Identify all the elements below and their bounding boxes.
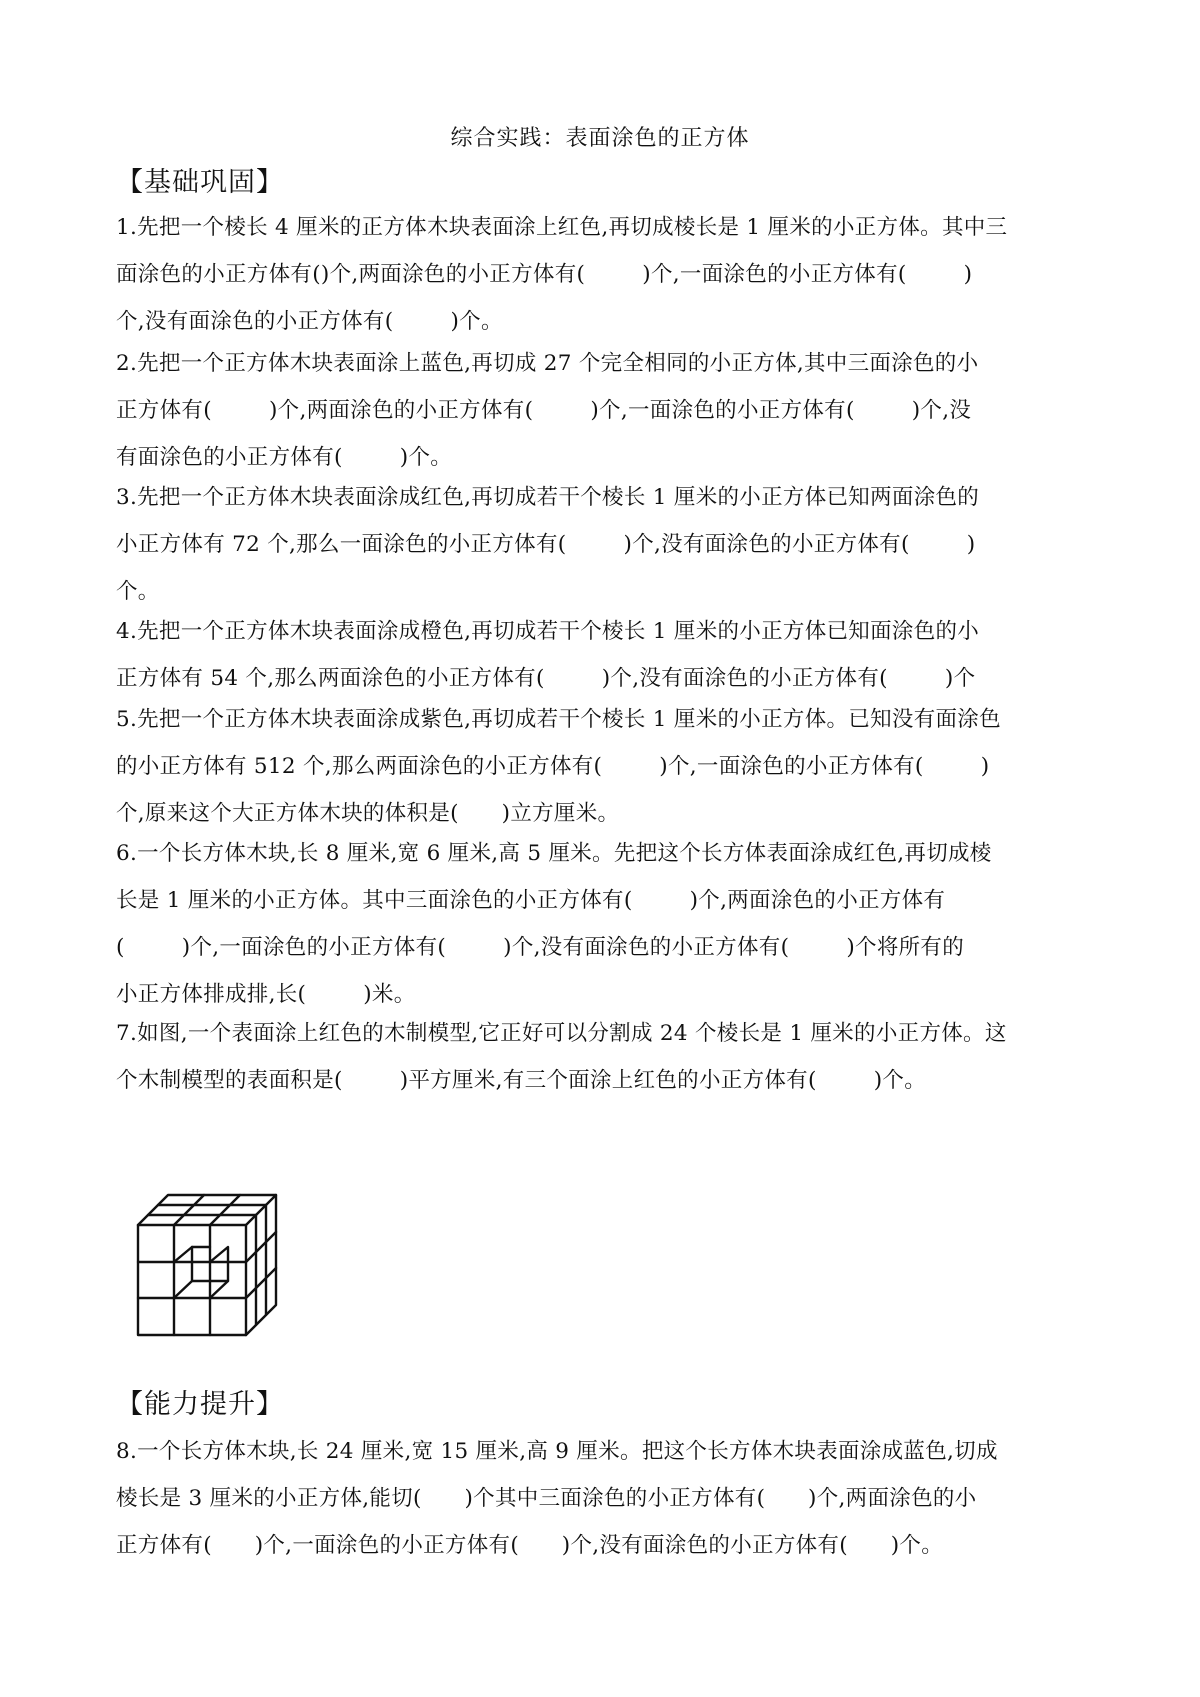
question-line: 小正方体有 72 个,那么一面涂色的小正方体有( )个,没有面涂色的小正方体有( ) xyxy=(116,532,976,557)
question-line: 正方体有 54 个,那么两面涂色的小正方体有( )个,没有面涂色的小正方体有( )个 xyxy=(116,666,976,691)
section-heading-advanced: 【能力提升】 xyxy=(116,1389,284,1420)
question-line: 2.先把一个正方体木块表面涂上蓝色,再切成 27 个完全相同的小正方体,其中三面涂色的小 xyxy=(116,351,979,376)
question-line: ( )个,一面涂色的小正方体有( )个,没有面涂色的小正方体有( )个将所有的 xyxy=(116,935,965,960)
question-line: 5.先把一个正方体木块表面涂成紫色,再切成若干个棱长 1 厘米的小正方体。已知没有面涂色 xyxy=(116,707,1001,732)
page-title: 综合实践：表面涂色的正方体 xyxy=(450,126,750,151)
question-5 xyxy=(116,696,1096,837)
question-line: 正方体有( )个,两面涂色的小正方体有( )个,一面涂色的小正方体有( )个,没 xyxy=(116,398,972,423)
question-line: 正方体有( )个,一面涂色的小正方体有( )个,没有面涂色的小正方体有( )个。 xyxy=(116,1533,944,1558)
question-3 xyxy=(116,474,1096,615)
question-line: 个,没有面涂色的小正方体有( )个。 xyxy=(116,309,503,334)
question-line: 个,原来这个大正方体木块的体积是( )立方厘米。 xyxy=(116,801,620,826)
question-line: 个木制模型的表面积是( )平方厘米,有三个面涂上红色的小正方体有( )个。 xyxy=(116,1068,927,1093)
question-line: 1.先把一个棱长 4 厘米的正方体木块表面涂上红色,再切成棱长是 1 厘米的小正方体。其中三 xyxy=(116,215,1008,240)
question-line: 长是 1 厘米的小正方体。其中三面涂色的小正方体有( )个,两面涂色的小正方体有 xyxy=(116,888,946,913)
question-line: 棱长是 3 厘米的小正方体,能切( )个其中三面涂色的小正方体有( )个,两面涂色的小 xyxy=(116,1486,977,1511)
question-6 xyxy=(116,830,1096,1018)
question-line: 8.一个长方体木块,长 24 厘米,宽 15 厘米,高 9 厘米。把这个长方体木块表面涂成蓝色,切成 xyxy=(116,1439,998,1464)
question-line: 4.先把一个正方体木块表面涂成橙色,再切成若干个棱长 1 厘米的小正方体已知面涂色的小 xyxy=(116,619,980,644)
question-1 xyxy=(116,204,1096,345)
cube-model-figure xyxy=(136,1185,316,1355)
question-line: 6.一个长方体木块,长 8 厘米,宽 6 厘米,高 5 厘米。先把这个长方体表面涂成红色,再切成棱 xyxy=(116,841,992,866)
question-line: 3.先把一个正方体木块表面涂成红色,再切成若干个棱长 1 厘米的小正方体已知两面涂色的 xyxy=(116,485,980,510)
question-line: 小正方体排成排,长( )米。 xyxy=(116,982,416,1007)
question-4 xyxy=(116,608,1096,702)
question-line: 有面涂色的小正方体有( )个。 xyxy=(116,445,453,470)
question-line: 面涂色的小正方体有()个,两面涂色的小正方体有( )个,一面涂色的小正方体有( ) xyxy=(116,262,973,287)
section-heading-basic: 【基础巩固】 xyxy=(116,167,284,198)
question-8 xyxy=(116,1428,1096,1569)
question-7 xyxy=(116,1010,1096,1104)
question-line: 个。 xyxy=(116,579,160,604)
question-2 xyxy=(116,340,1096,481)
question-line: 的小正方体有 512 个,那么两面涂色的小正方体有( )个,一面涂色的小正方体有( ) xyxy=(116,754,990,779)
question-line: 7.如图,一个表面涂上红色的木制模型,它正好可以分割成 24 个棱长是 1 厘米的小正方体。这 xyxy=(116,1021,1007,1046)
